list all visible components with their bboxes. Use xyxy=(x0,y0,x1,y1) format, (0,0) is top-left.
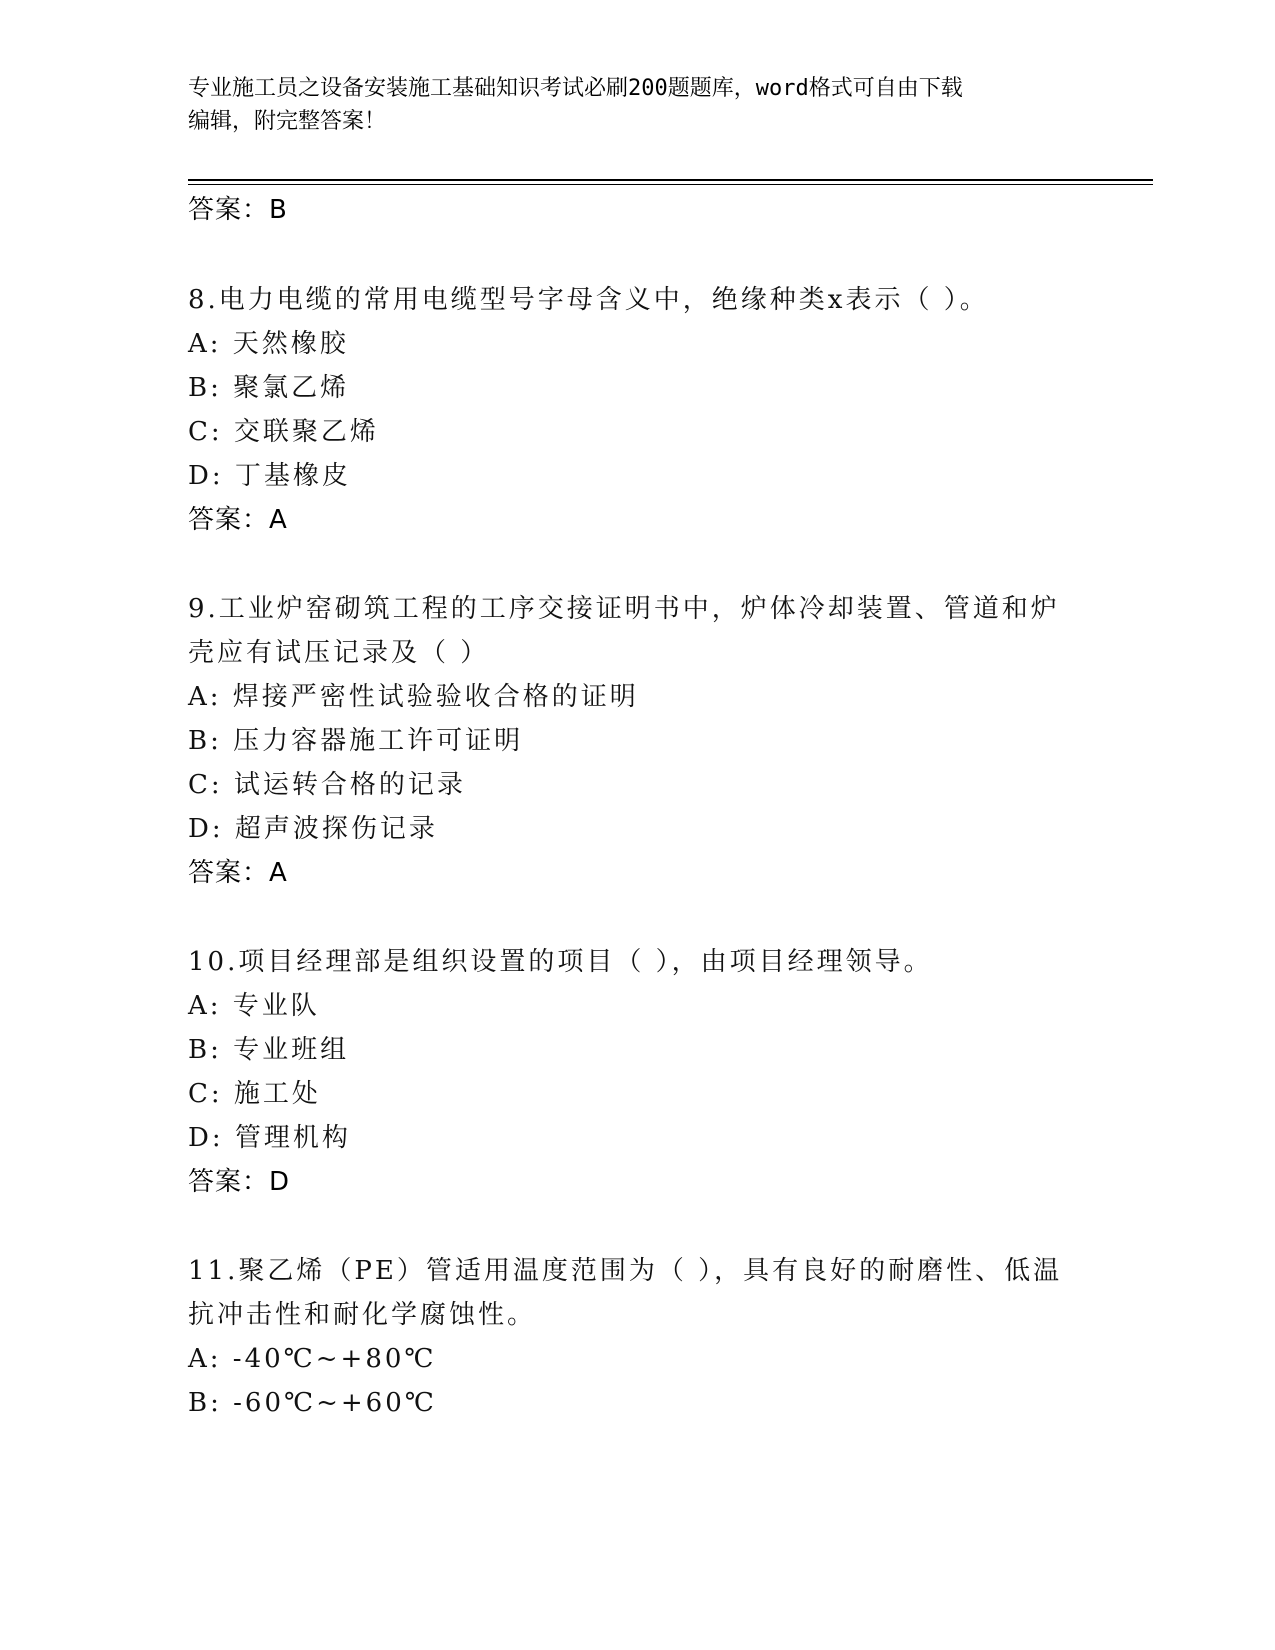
header-line-1: 专业施工员之设备安装施工基础知识考试必刷200题题库，word格式可自由下载 xyxy=(188,76,963,101)
question-10-option-c: C: 施工处 xyxy=(188,1079,321,1109)
question-10-answer: 答案：D xyxy=(188,1167,291,1197)
header-rule-thick xyxy=(188,179,1153,181)
header-rule-thin xyxy=(188,184,1153,185)
question-10-option-d: D: 管理机构 xyxy=(188,1123,351,1153)
question-11-option-b: B: -60℃~+60℃ xyxy=(188,1388,437,1418)
question-8-option-a: A: 天然橡胶 xyxy=(188,329,349,359)
question-9-stem-line-2: 壳应有试压记录及（ ） xyxy=(188,638,490,668)
question-9-option-a: A: 焊接严密性试验验收合格的证明 xyxy=(188,682,639,712)
header-line-2: 编辑，附完整答案！ xyxy=(188,109,387,134)
question-8-stem: 8.电力电缆的常用电缆型号字母含义中，绝缘种类x表示（ ）。 xyxy=(188,285,989,315)
question-10-stem: 10.项目经理部是组织设置的项目（ ），由项目经理领导。 xyxy=(188,947,933,977)
question-8-option-d: D: 丁基橡皮 xyxy=(188,461,351,491)
question-10-option-b: B: 专业班组 xyxy=(188,1035,350,1065)
question-9-option-b: B: 压力容器施工许可证明 xyxy=(188,726,524,756)
question-9-option-d: D: 超声波探伤记录 xyxy=(188,814,438,844)
document-header xyxy=(188,72,1088,138)
question-11-stem-line-2: 抗冲击性和耐化学腐蚀性。 xyxy=(188,1300,537,1330)
question-9-answer: 答案：A xyxy=(188,858,288,888)
previous-answer: 答案：B xyxy=(188,195,288,225)
question-11-option-a: A: -40℃~+80℃ xyxy=(188,1344,437,1374)
question-8-answer: 答案：A xyxy=(188,505,288,535)
question-9-stem-line-1: 9.工业炉窑砌筑工程的工序交接证明书中，炉体冷却装置、管道和炉 xyxy=(188,594,1060,624)
question-10-option-a: A: 专业队 xyxy=(188,991,320,1021)
question-9-option-c: C: 试运转合格的记录 xyxy=(188,770,466,800)
question-8-option-b: B: 聚氯乙烯 xyxy=(188,373,350,403)
question-8-option-c: C: 交联聚乙烯 xyxy=(188,417,379,447)
question-11-stem-line-1: 11.聚乙烯（PE）管适用温度范围为（ ），具有良好的耐磨性、低温 xyxy=(188,1256,1063,1286)
